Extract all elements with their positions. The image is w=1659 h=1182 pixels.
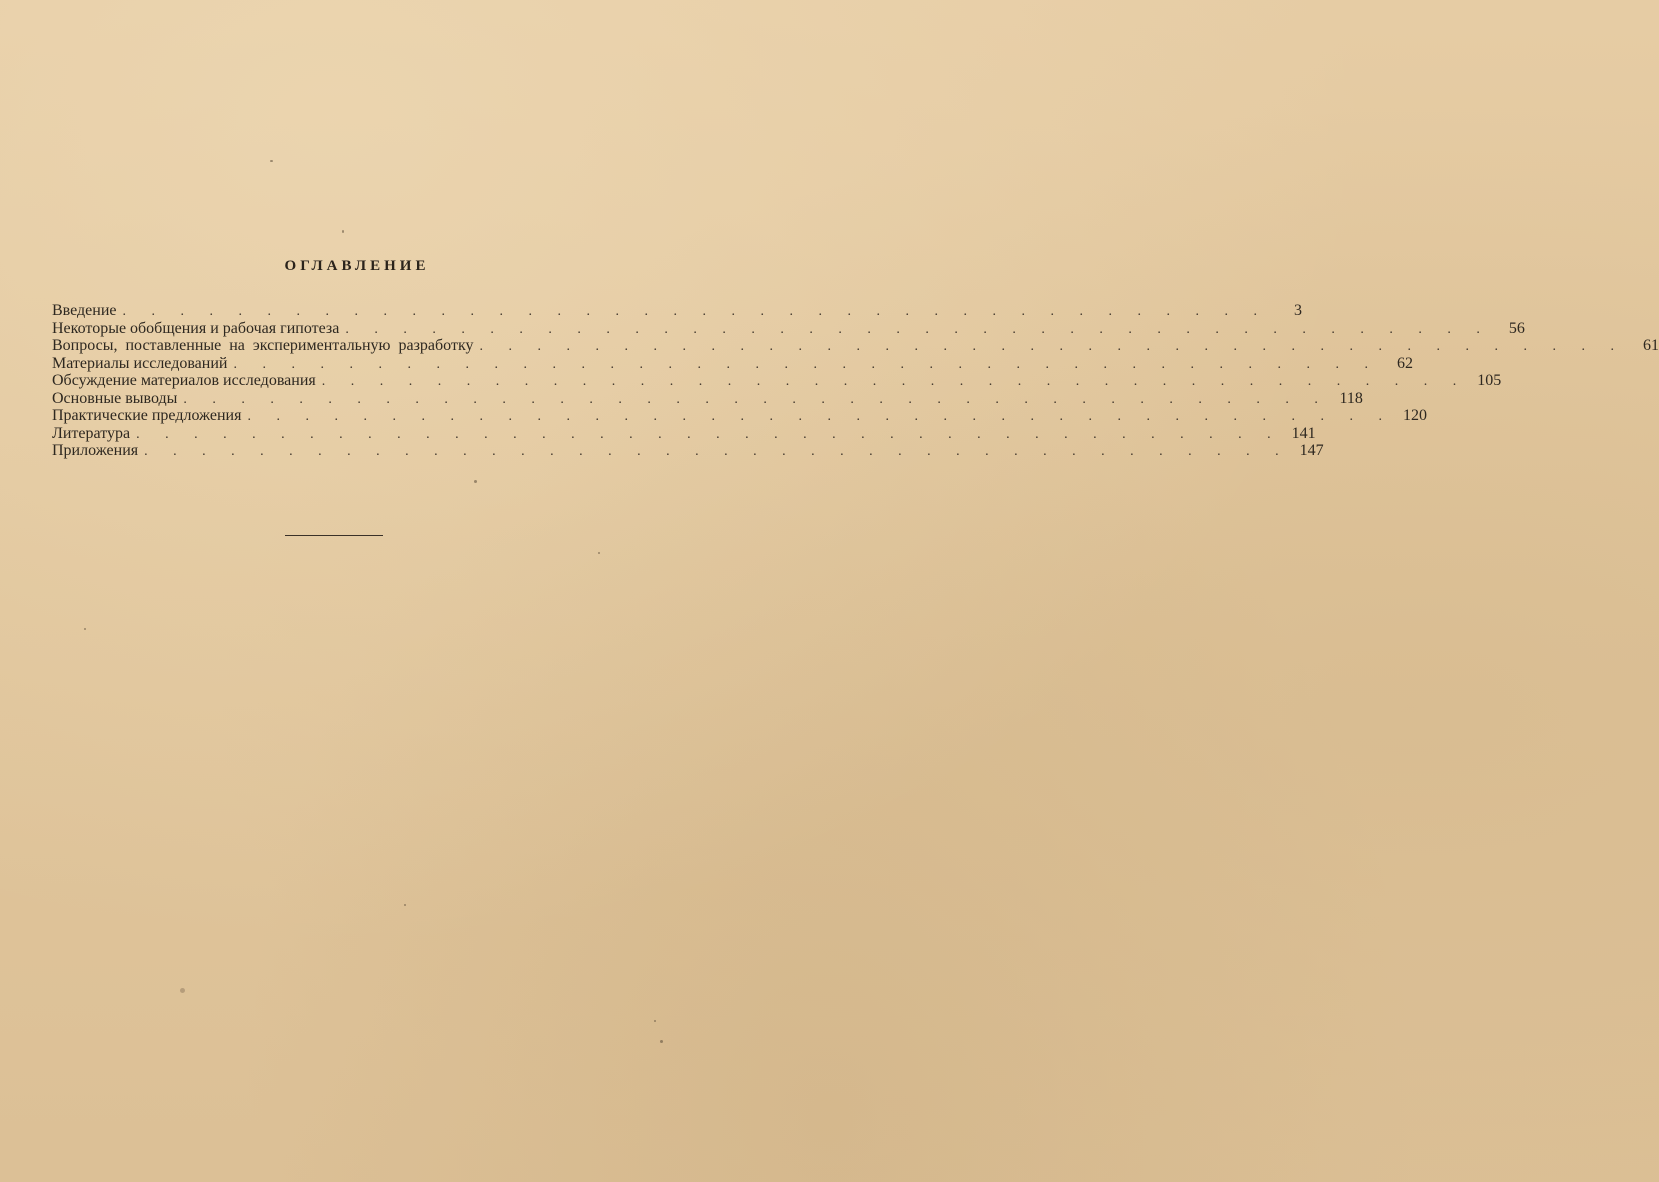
table-of-contents — [52, 302, 1659, 460]
toc-entry — [52, 389, 1363, 408]
toc-entry — [52, 407, 1427, 425]
toc-entry — [52, 442, 1324, 460]
toc-entry — [52, 372, 1502, 390]
paper-speck — [654, 1020, 656, 1022]
paper-speck — [342, 230, 344, 233]
toc-entry — [52, 319, 1525, 338]
toc-entry-page: 141 — [1291, 424, 1316, 442]
paper-speck — [180, 988, 185, 993]
toc-leader-dots: . . . . . . . . . . . . . . . . . . . . . . . . . . . . . . . . . . . . . . . . — [122, 304, 1268, 319]
toc-entry-label: Практические предложения — [52, 407, 242, 424]
toc-leader-dots: . . . . . . . . . . . . . . . . . . . . . . . . . . . . . . . . . . . . . . . . — [321, 374, 1468, 389]
toc-entry-label: Материалы исследований — [52, 354, 228, 372]
paper-speck — [84, 628, 86, 630]
paper-speck — [270, 160, 273, 162]
toc-entry-label: Вопросы, поставленные на экспериментальную разработку — [52, 337, 474, 354]
toc-entry-page: 62 — [1396, 354, 1413, 372]
toc-entry-label: Обсуждение материалов исследования — [52, 372, 316, 389]
toc-entry-page: 3 — [1294, 302, 1302, 319]
toc-entry-page: 56 — [1508, 319, 1525, 337]
page-title: ОГЛАВЛЕНИЕ — [284, 258, 430, 274]
toc-entry-page: 147 — [1299, 442, 1324, 459]
toc-entry-page: 105 — [1477, 372, 1502, 389]
toc-entry-label: Основные выводы — [52, 389, 178, 407]
toc-entry — [52, 302, 1302, 320]
toc-entry-label: Введение — [52, 302, 117, 319]
toc-leader-dots: . . . . . . . . . . . . . . . . . . . . . . . . . . . . . . . . . . . . . . . . — [479, 339, 1625, 354]
paper-speck — [404, 904, 406, 906]
toc-leader-dots: . . . . . . . . . . . . . . . . . . . . . . . . . . . . . . . . . . . . . . . . — [233, 356, 1379, 372]
toc-entry-page: 118 — [1339, 389, 1363, 407]
toc-leader-dots: . . . . . . . . . . . . . . . . . . . . . . . . . . . . . . . . . . . . . . . . — [144, 444, 1290, 459]
toc-leader-dots: . . . . . . . . . . . . . . . . . . . . . . . . . . . . . . . . . . . . . . . . — [183, 391, 1329, 407]
toc-leader-dots: . . . . . . . . . . . . . . . . . . . . . . . . . . . . . . . . . . . . . . . . — [136, 426, 1282, 442]
toc-entry-page: 120 — [1402, 407, 1427, 424]
toc-leader-dots: . . . . . . . . . . . . . . . . . . . . . . . . . . . . . . . . . . . . . . . . — [345, 321, 1491, 337]
paper-speck — [598, 552, 600, 554]
toc-entry-label: Приложения — [52, 442, 139, 459]
divider-rule — [285, 535, 383, 536]
toc-entry — [52, 337, 1659, 355]
toc-entry-label: Некоторые обобщения и рабочая гипотеза — [52, 319, 340, 337]
toc-entry-page: 61 — [1642, 337, 1659, 354]
toc-leader-dots: . . . . . . . . . . . . . . . . . . . . . . . . . . . . . . . . . . . . . . . . — [247, 409, 1393, 424]
toc-entry-label: Литература — [52, 424, 131, 442]
toc-entry — [52, 354, 1413, 373]
paper-speck — [660, 1040, 663, 1043]
paper-speck — [474, 480, 477, 483]
toc-entry — [52, 424, 1316, 443]
